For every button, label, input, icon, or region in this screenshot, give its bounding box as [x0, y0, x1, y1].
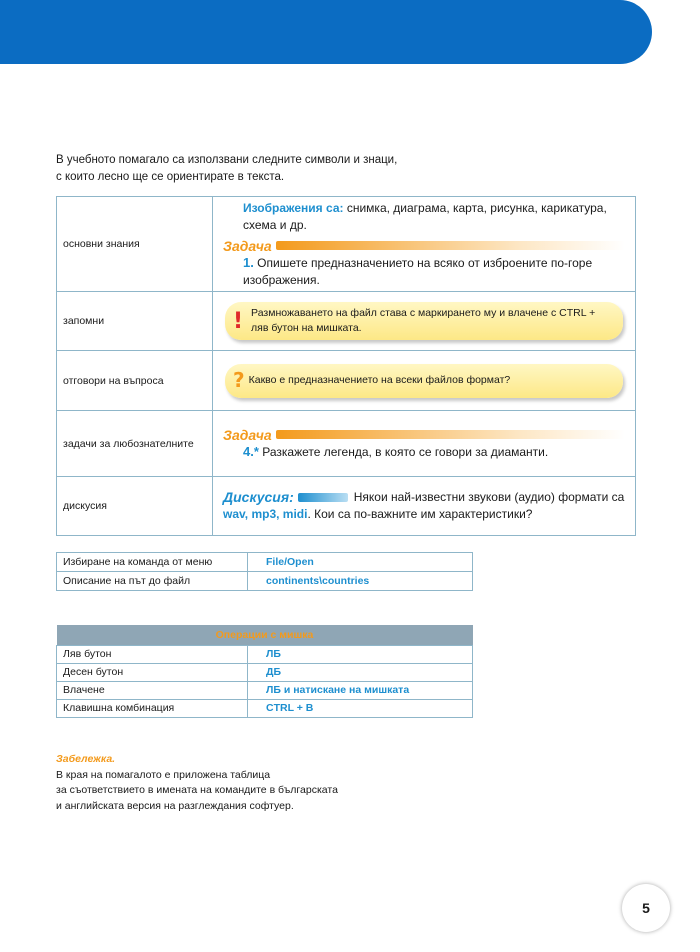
command-value: continents\countries — [248, 572, 473, 591]
command-label: Описание на път до файл — [57, 572, 248, 591]
task-text: Опишете предназначението на всяко от изброените по-горе изображения. — [243, 255, 593, 287]
table-row — [57, 411, 636, 477]
note-block — [56, 752, 476, 814]
task-text: Разкажете легенда, в която се говори за диаманти. — [258, 444, 549, 459]
question-text: Какво е предназначението на всеки файлов формат? — [248, 374, 511, 386]
operation-value: ЛБ — [248, 645, 473, 663]
table-row — [57, 645, 473, 663]
images-paragraph — [223, 200, 625, 234]
discussion-formats: wav, mp3, midi — [223, 507, 308, 522]
task-number: 1. — [243, 254, 254, 270]
table-row — [57, 663, 473, 681]
discussion-heading — [223, 489, 354, 506]
row-label: отговори на въпроса — [57, 351, 213, 411]
table-row — [57, 553, 473, 572]
discussion-paragraph — [223, 489, 625, 523]
row-label: основни знания — [57, 197, 213, 292]
mouse-operations-table — [56, 625, 473, 718]
operation-value: CTRL + B — [248, 699, 473, 717]
task-word: Задача — [223, 426, 272, 443]
note-line: за съответствието в имената на командите в българската — [56, 784, 338, 796]
note-line: и английската версия на разглеждания софтуер. — [56, 799, 294, 812]
task-bar — [276, 241, 625, 250]
table-row — [57, 681, 473, 699]
row-content — [213, 292, 636, 351]
command-value: File/Open — [248, 553, 473, 572]
row-label: задачи за любознателните — [57, 411, 213, 477]
discussion-bar — [298, 493, 348, 502]
commands-table — [56, 552, 473, 591]
page-number: 5 — [622, 884, 670, 932]
images-text: снимка, диаграма, карта, рисунка, карикатура, схема и др. — [243, 200, 607, 232]
row-content — [213, 197, 636, 292]
symbols-table — [56, 196, 636, 536]
operation-label: Влачене — [57, 681, 248, 699]
operation-value: ДБ — [248, 663, 473, 681]
intro-line: с които лесно ще се ориентирате в текста. — [56, 171, 285, 183]
row-content — [213, 411, 636, 477]
discussion-text: Някои най-известни звукови (аудио) формати са — [353, 489, 625, 504]
note-title: Забележка. — [56, 753, 116, 765]
discussion-word: Дискусия: — [223, 489, 294, 506]
remember-bubble — [225, 302, 623, 340]
mouse-table-header: Операции с мишка — [57, 625, 473, 645]
operation-value: ЛБ и натискане на мишката — [248, 681, 473, 699]
intro-text — [56, 152, 656, 186]
question-mark-icon: ? — [233, 368, 245, 392]
header-banner — [0, 0, 652, 64]
table-row — [57, 292, 636, 351]
question-bubble — [225, 364, 623, 398]
images-title: Изображения са: — [243, 200, 344, 215]
command-label: Избиране на команда от меню — [57, 553, 248, 572]
table-row — [57, 572, 473, 591]
task-heading — [223, 238, 625, 254]
operation-label: Десен бутон — [57, 663, 248, 681]
discussion-text: . Кои са по-важните им характеристики? — [307, 507, 533, 522]
table-row — [57, 351, 636, 411]
intro-line: В учебното помагало са използвани следните символи и знаци, — [56, 154, 398, 166]
task-heading — [223, 427, 625, 443]
table-row — [57, 197, 636, 292]
operation-label: Ляв бутон — [57, 645, 248, 663]
exclamation-icon: ! — [233, 308, 244, 334]
table-row — [57, 699, 473, 717]
table-row — [57, 477, 636, 536]
table-header-row — [57, 625, 473, 645]
row-content — [213, 477, 636, 536]
task-paragraph — [223, 443, 625, 461]
remember-text: Размножаването на файл става с маркирането му и влачене с CTRL + ляв бутон на мишката. — [251, 307, 596, 334]
row-label: запомни — [57, 292, 213, 351]
operation-label: Клавишна комбинация — [57, 699, 248, 717]
task-number: 4.* — [243, 443, 259, 459]
note-line: В края на помагалото е приложена таблица — [56, 768, 271, 781]
task-paragraph — [223, 254, 625, 289]
task-word: Задача — [223, 237, 272, 254]
row-content — [213, 351, 636, 411]
row-label: дискусия — [57, 477, 213, 536]
task-bar — [276, 430, 625, 439]
